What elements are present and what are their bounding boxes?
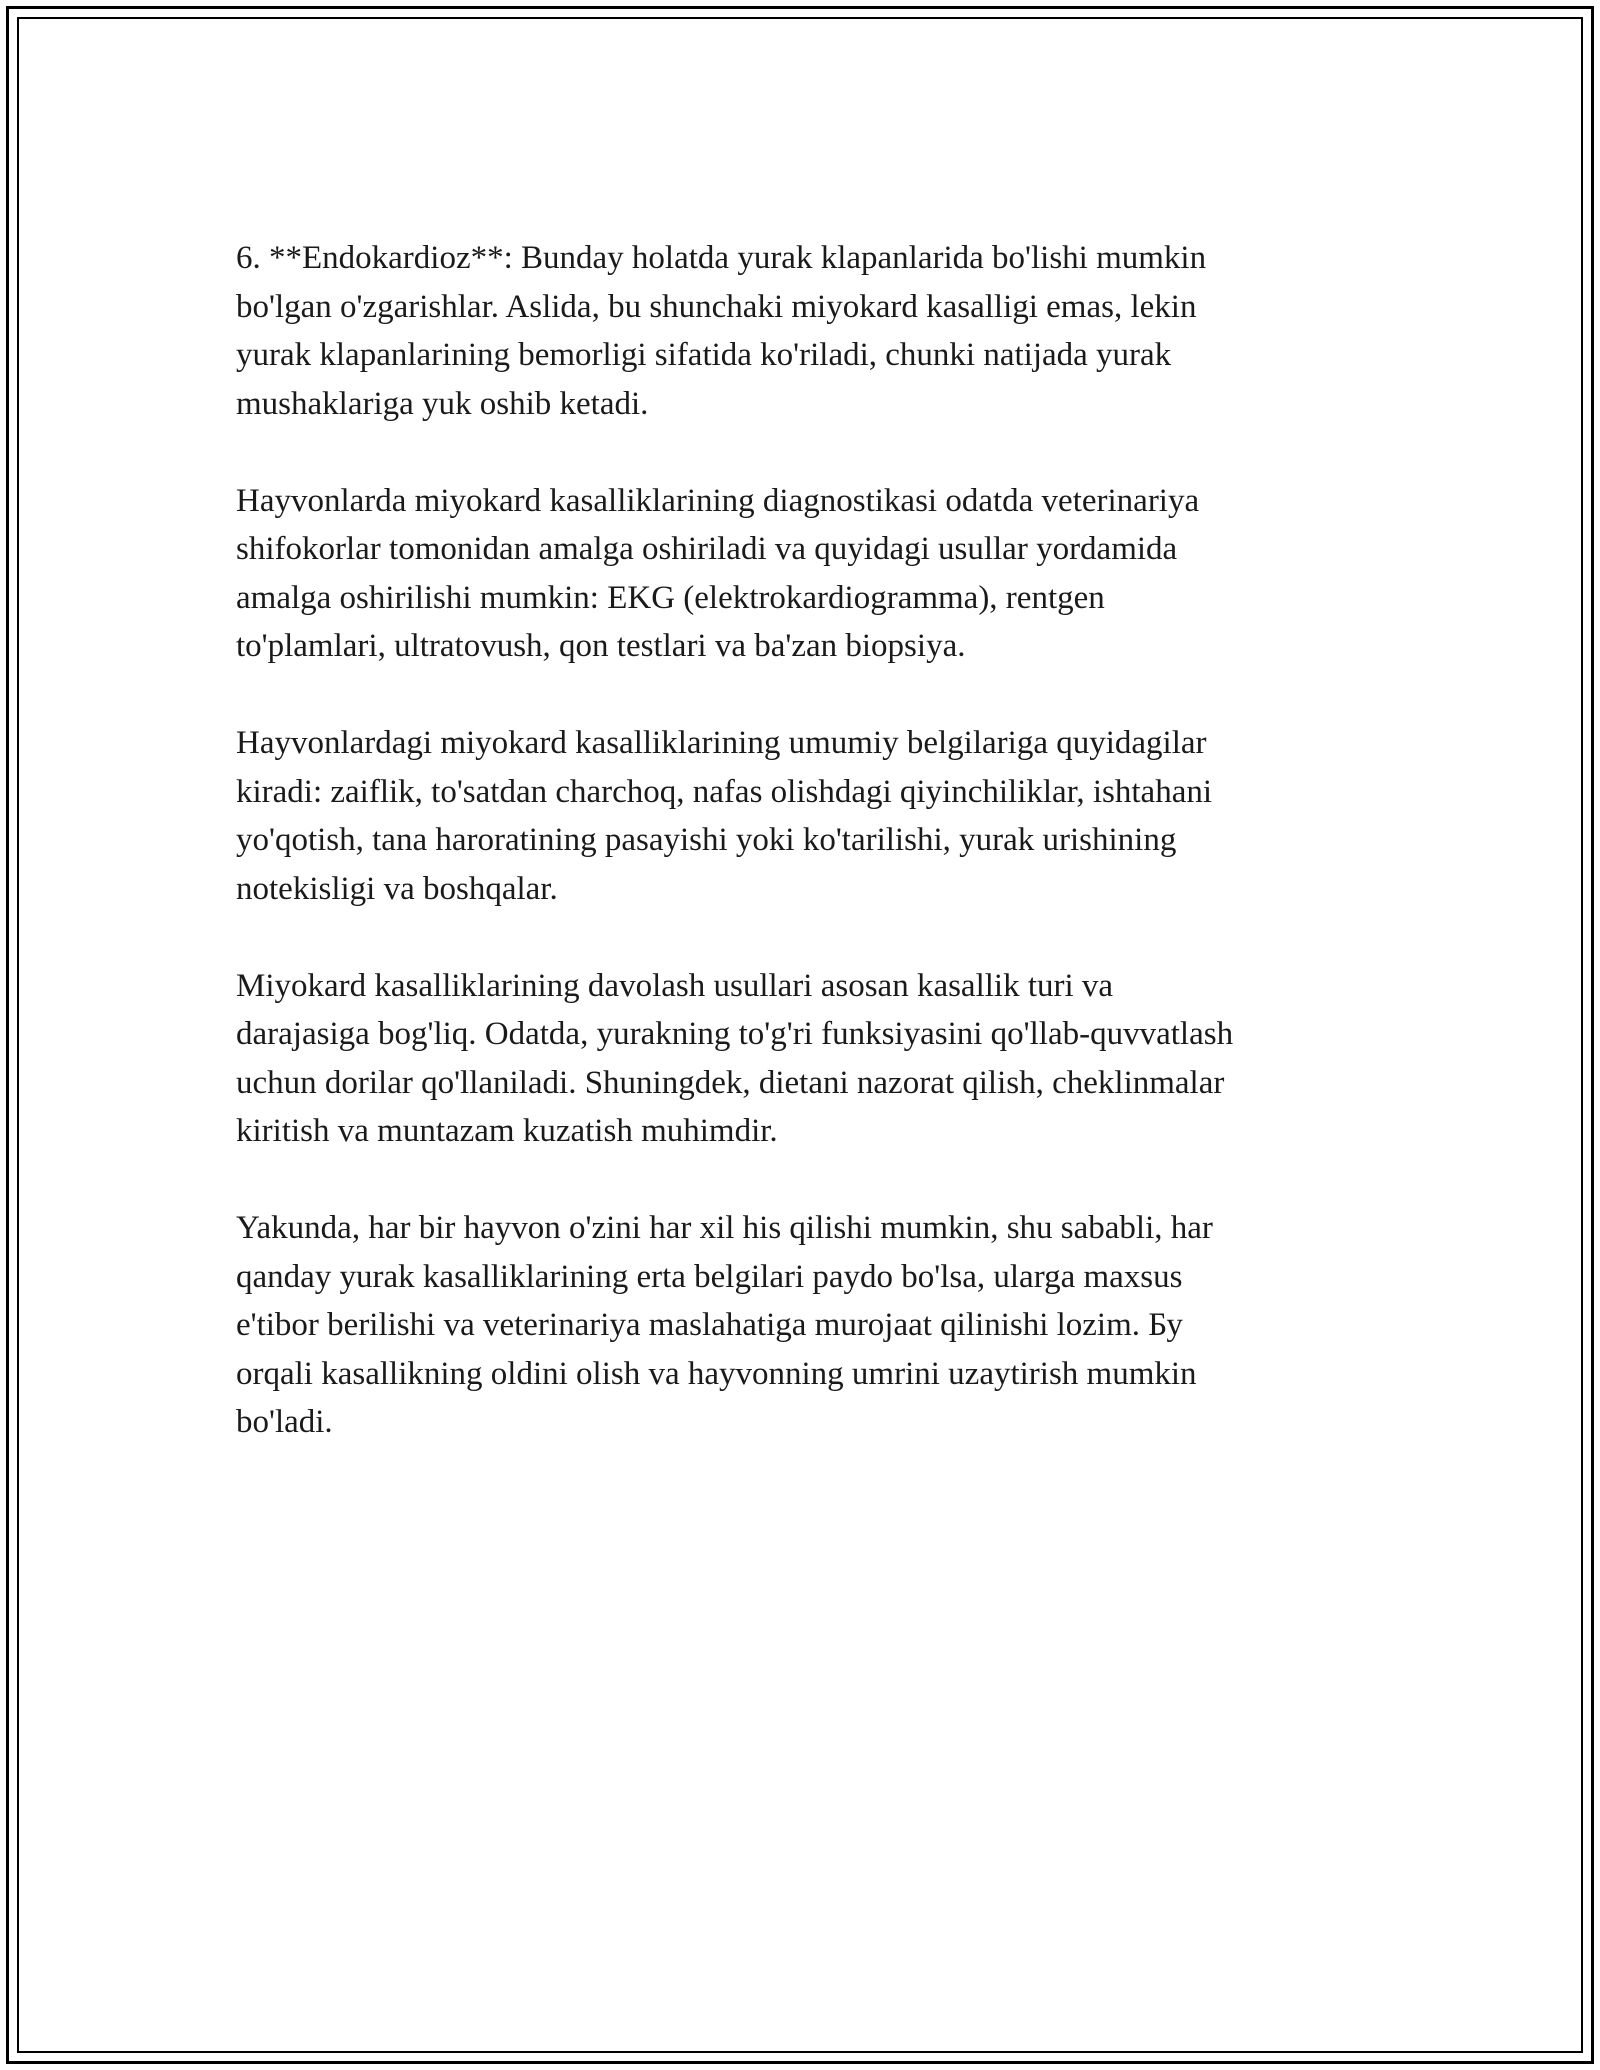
paragraph-treatment: Miyokard kasalliklarining davolash usullari asosan kasallik turi va darajasiga bog'liq. Odatda, yurakning to'g'ri funksiyasini qo'llab-quvvatlash uchun dorilar qo'llaniladi. Shuningdek, dietani nazorat qilish, cheklinmalar kiritish va muntazam kuzatish muhimdir. [236, 967, 1234, 1149]
paragraph-endokardioz: 6. **Endokardioz**: Bunday holatda yurak klapanlarida bo'lishi mumkin bo'lgan o'zgarishlar. Aslida, bu shunchaki miyokard kasalligi emas, lekin yurak klapanlarining bemorligi sifatida ko'riladi, chunki natijada yurak mushaklariga yuk oshib ketadi. [236, 240, 1207, 422]
paragraph-diagnostics: Hayvonlarda miyokard kasalliklarining diagnostikasi odatda veterinariya shifokorlar tomonidan amalga oshiriladi va quyidagi usullar yordamida amalga oshirilishi mumkin: EKG (elektrokardiogramma), rentgen to'plamlari, ultratovush, qon testlari va ba'zan biopsiya. [236, 482, 1200, 664]
paragraph-symptoms: Hayvonlardagi miyokard kasalliklarining umumiy belgilariga quyidagilar kiradi: zaiflik, to'satdan charchoq, nafas olishdagi qiyinchiliklar, ishtahani yo'qotish, tana haroratining pasayishi yoki ko'tarilishi, yurak urishining notekisligi va boshqalar. [236, 725, 1213, 907]
document-body [236, 234, 1366, 1495]
paragraph-conclusion: Yakunda, har bir hayvon o'zini har xil his qilishi mumkin, shu sababli, har qanday yurak kasalliklarining erta belgilari paydo bo'lsa, ularga maxsus e'tibor berilishi va veterinariya maslahatiga murojaat qilinishi lozim. Бу orqali kasallikning oldini olish va hayvonning umrini uzaytirish mumkin bo'ladi. [236, 1210, 1213, 1440]
